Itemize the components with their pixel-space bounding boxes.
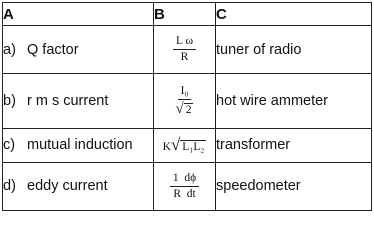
formula-radicand: L₁L₂: [182, 141, 205, 154]
row-label: d): [3, 178, 16, 195]
formula-fraction: [173, 85, 197, 118]
row-label: a): [3, 41, 16, 58]
device-cell: transformer: [216, 129, 372, 162]
sqrt-symbol: √: [170, 135, 181, 155]
quantity-cell: [3, 26, 154, 74]
formula-denominator: [173, 100, 197, 118]
formula-numerator: L ω: [173, 35, 196, 50]
column-header-b: B: [154, 3, 216, 26]
quantity-name: Q factor: [27, 41, 79, 58]
device-cell: speedometer: [216, 162, 372, 210]
table-row: [3, 129, 372, 162]
quantity-name: eddy current: [27, 178, 108, 195]
device-cell: hot wire ammeter: [216, 74, 372, 129]
formula-expression: [162, 135, 207, 155]
formula-cell: [154, 74, 216, 129]
quantity-cell: [3, 74, 154, 129]
formula-denominator: R dt: [173, 187, 196, 200]
device-cell: tuner of radio: [216, 26, 372, 74]
formula-denominator: R: [180, 51, 189, 64]
formula-constant: K: [162, 141, 171, 154]
sqrt-symbol: √: [175, 100, 184, 117]
table-row: [3, 162, 372, 210]
table-row: [3, 74, 372, 129]
formula-cell: [154, 162, 216, 210]
formula-fraction: [170, 172, 199, 201]
table-row: [3, 26, 372, 74]
formula-numerator: 1 dϕ: [170, 172, 199, 187]
row-label: b): [3, 93, 16, 110]
formula-numerator: I₀: [178, 85, 192, 100]
header-row: [3, 3, 372, 26]
formula-radicand: 2: [185, 103, 192, 116]
quantity-cell: [3, 162, 154, 210]
column-header-c: C: [216, 3, 372, 26]
formula-fraction: [173, 35, 196, 64]
quantity-name: mutual induction: [27, 137, 133, 154]
quantity-cell: [3, 129, 154, 162]
formula-cell: [154, 129, 216, 162]
matching-table: [2, 2, 372, 211]
formula-cell: [154, 26, 216, 74]
row-label: c): [3, 137, 16, 154]
column-header-a: A: [3, 3, 154, 26]
quantity-name: r m s current: [27, 93, 109, 110]
